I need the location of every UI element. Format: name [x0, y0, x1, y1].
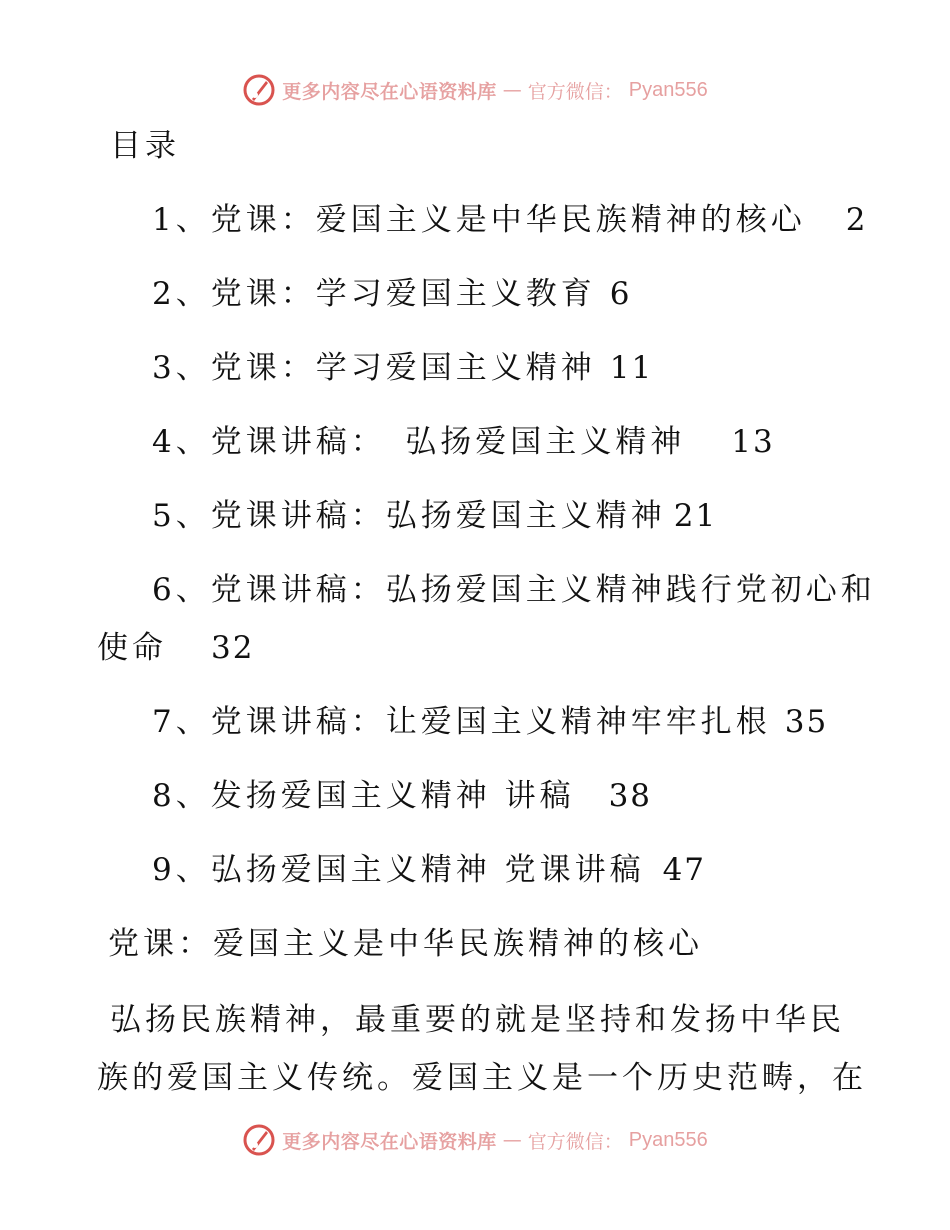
toc-item-page: 35	[784, 704, 829, 740]
toc-item-6[interactable]	[152, 570, 876, 610]
watermark-contact-label: 官方微信：	[527, 80, 623, 103]
toc-item-text: 1、党课：爱国主义是中华民族精神的核心	[152, 202, 806, 238]
body-paragraph-line-1: 弘扬民族精神，最重要的就是坚持和发扬中华民	[110, 1002, 845, 1038]
toc-item-8[interactable]	[152, 776, 652, 816]
toc-item-3[interactable]	[152, 348, 653, 388]
quill-logo-icon	[242, 73, 276, 107]
toc-item-text: 4、党课讲稿： 弘扬爱国主义精神	[152, 424, 686, 460]
watermark-contact-label: 官方微信：	[527, 1130, 623, 1153]
toc-item-text: 5、党课讲稿：弘扬爱国主义精神	[152, 498, 666, 534]
toc-title: 目录	[110, 128, 180, 164]
toc-item-page: 21	[673, 498, 718, 534]
watermark-separator: —	[502, 1129, 522, 1151]
section-heading: 党课：爱国主义是中华民族精神的核心	[108, 926, 703, 962]
toc-item-page: 47	[662, 852, 707, 888]
body-paragraph-line-2: 族的爱国主义传统。爱国主义是一个历史范畴，在	[97, 1060, 867, 1096]
watermark-brand: 更多内容尽在心语资料库	[282, 1130, 497, 1153]
toc-item-page: 6	[609, 276, 632, 312]
toc-item-page: 2	[845, 202, 868, 238]
watermark-brand: 更多内容尽在心语资料库	[282, 80, 497, 103]
footer-watermark	[0, 1120, 950, 1160]
watermark-separator: —	[502, 79, 522, 101]
toc-item-text: 3、党课：学习爱国主义精神	[152, 350, 596, 386]
toc-item-4[interactable]	[152, 422, 775, 462]
toc-item-text: 9、弘扬爱国主义精神 党课讲稿	[152, 852, 645, 888]
toc-item-page: 32	[211, 630, 255, 666]
toc-item-page: 38	[608, 778, 653, 814]
toc-item-text: 7、党课讲稿：让爱国主义精神牢牢扎根	[152, 704, 771, 740]
quill-logo-icon	[242, 1123, 276, 1157]
toc-item-text: 8、发扬爱国主义精神 讲稿	[152, 778, 575, 814]
toc-item-1[interactable]	[152, 200, 867, 240]
toc-item-6-continuation[interactable]	[97, 628, 254, 668]
watermark-contact-id: Pyan556	[628, 1128, 708, 1151]
toc-item-page: 13	[731, 424, 775, 460]
header-watermark	[0, 70, 950, 110]
toc-item-9[interactable]	[152, 850, 706, 890]
toc-item-text: 2、党课：学习爱国主义教育	[152, 276, 596, 312]
toc-item-2[interactable]	[152, 274, 631, 314]
toc-item-text: 6、党课讲稿：弘扬爱国主义精神践行党初心和	[152, 572, 876, 608]
toc-item-7[interactable]	[152, 702, 828, 742]
toc-item-text-continuation: 使命	[97, 630, 167, 666]
toc-item-5[interactable]	[152, 496, 717, 536]
watermark-contact-id: Pyan556	[628, 78, 708, 101]
toc-item-page: 11	[609, 350, 654, 386]
